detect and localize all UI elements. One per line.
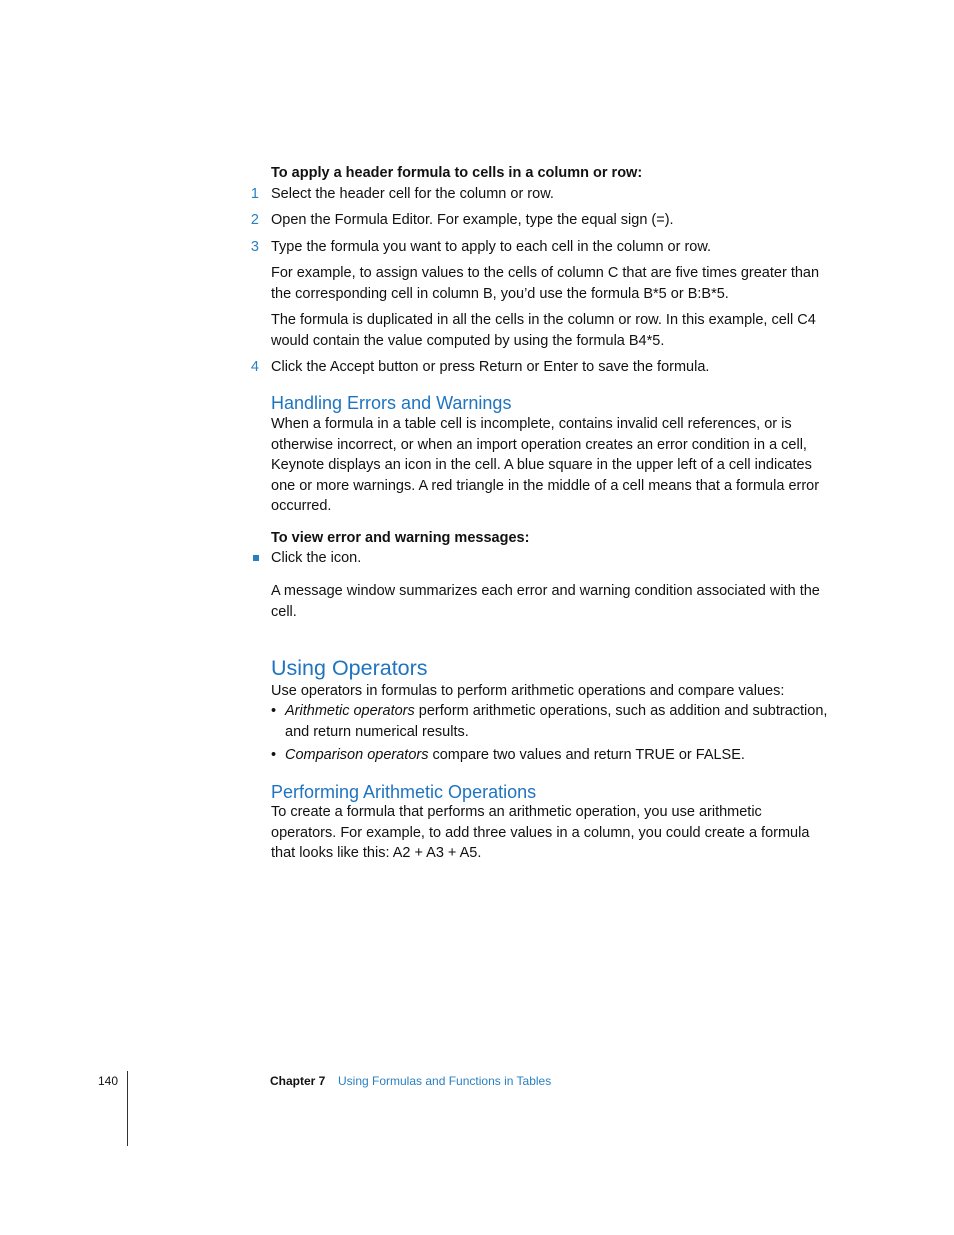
task-heading-view-errors: To view error and warning messages: (271, 530, 530, 546)
operator-bullet-arithmetic (285, 701, 830, 742)
step-text: Select the header cell for the column or row. (271, 186, 554, 202)
step-number: 3 (250, 239, 259, 255)
step-text: Type the formula you want to apply to each cell in the column or row. (271, 239, 712, 255)
section-heading-arithmetic: Performing Arithmetic Operations (271, 782, 537, 802)
step-number: 4 (250, 359, 259, 375)
step-number: 2 (250, 212, 259, 228)
footer-divider (127, 1071, 128, 1146)
square-bullet-icon (253, 555, 259, 561)
step-text: Click the Accept button or press Return or Enter to save the formula. (271, 359, 710, 375)
task-heading-header-formula: To apply a header formula to cells in a column or row: (271, 165, 643, 181)
operators-intro: Use operators in formulas to perform arithmetic operations and compare values: (271, 683, 785, 699)
errors-paragraph: When a formula in a table cell is incomplete, contains invalid cell references, or is otherwise incorrect, or when an import operation creates an error condition in a cell, Keynote displays an icon in the cell. A blue square in the upper left of a cell indicates one or more warnings. A red triangle in the middle of a cell means that a formula error occurred. (271, 416, 820, 514)
arithmetic-paragraph: To create a formula that performs an arithmetic operation, you use arithmetic operators. For example, to add three values in a column, you could create a formula that looks like this: A2 + A3 + A5. (271, 804, 810, 861)
step-number: 1 (250, 186, 259, 202)
bullet-text: Click the icon. (271, 550, 362, 566)
page-number: 140 (98, 1074, 119, 1088)
step-text: Open the Formula Editor. For example, type the equal sign (=). (271, 212, 674, 228)
bullet-dot: • (271, 703, 277, 719)
bullet-dot: • (271, 747, 277, 763)
section-heading-errors: Handling Errors and Warnings (271, 393, 512, 413)
operator-bullet-comparison (285, 745, 830, 766)
term-arithmetic-operators: Arithmetic operators (285, 703, 415, 719)
term-description: compare two values and return TRUE or FALSE. (428, 747, 745, 763)
errors-followup-paragraph: A message window summarizes each error and warning condition associated with the cell. (271, 583, 820, 620)
step-3-example-paragraph: For example, to assign values to the cells of column C that are five times greater than the corresponding cell in column B, you’d use the formula B*5 or B:B*5. (271, 265, 820, 302)
step-3-detail-paragraph: The formula is duplicated in all the cells in the column or row. In this example, cell C4 would contain the value computed by using the formula B4*5. (271, 312, 816, 349)
section-heading-using-operators: Using Operators (271, 656, 428, 680)
term-description: perform arithmetic operations, such as addition and subtraction, and return numerical results. (285, 703, 828, 740)
footer-chapter: Chapter 7 (270, 1074, 326, 1088)
footer-chapter-title: Using Formulas and Functions in Tables (338, 1074, 552, 1088)
term-comparison-operators: Comparison operators (285, 747, 429, 763)
